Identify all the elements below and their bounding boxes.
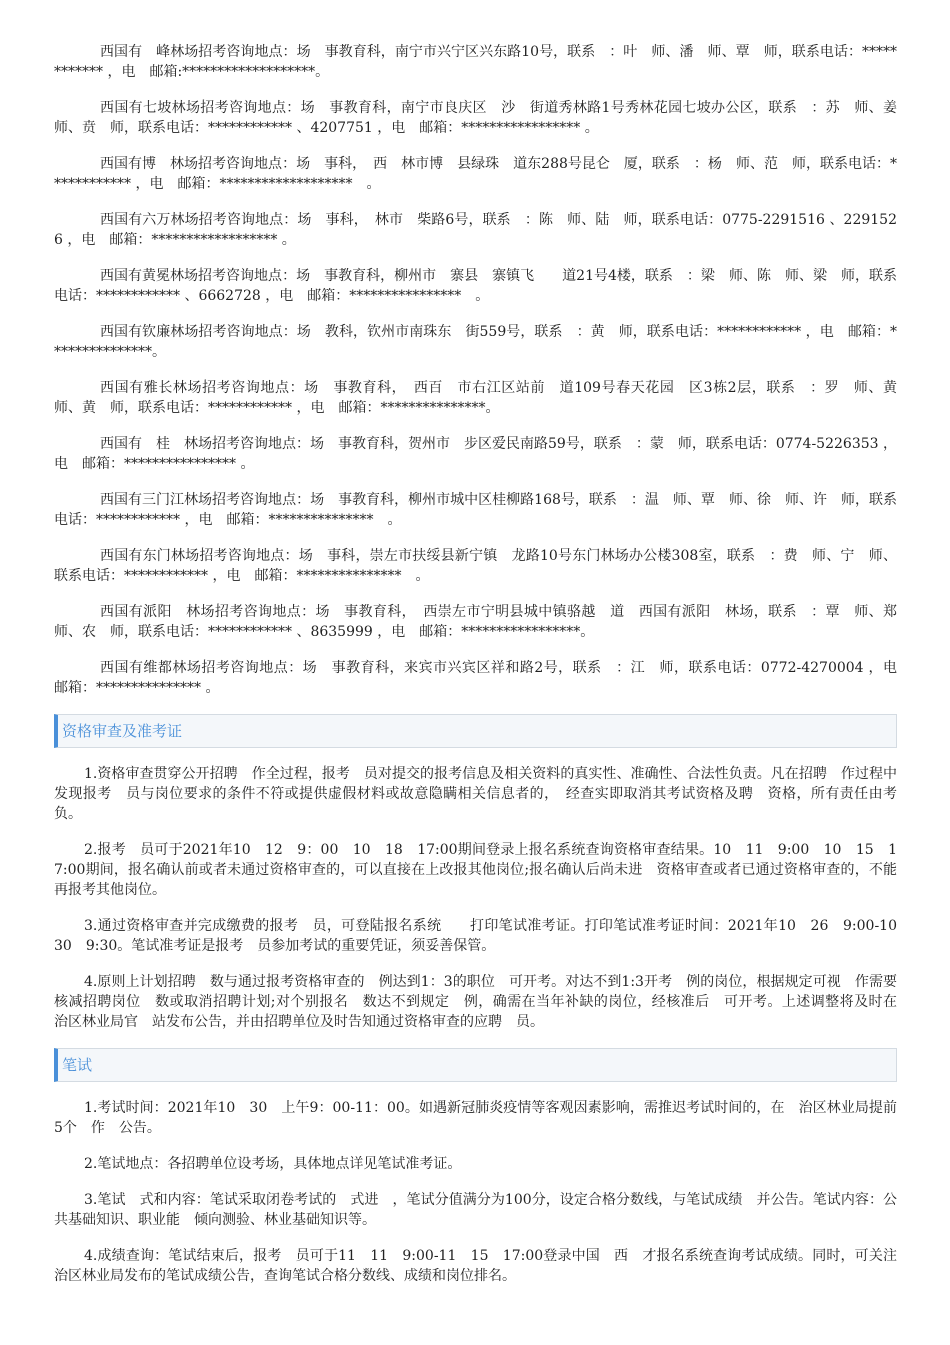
consult-paragraph: 西国有钦廉林场招考咨询地点：场 教科，钦州市南珠东 街559号，联系 ：黄 师，联系电话：************ ，电 邮箱：***************。 — [54, 324, 897, 360]
section-header-written-exam: 笔试 — [54, 1048, 897, 1082]
section-written-exam — [54, 1048, 911, 1286]
consult-paragraph: 西国有三门江林场招考咨询地点：场 事教育科，柳州市城中区桂柳路168号，联系 ：温 师、覃 师、徐 师、许 师，联系电话：************ ，电 邮箱：*************** 。 — [54, 492, 897, 528]
section-paragraph: 3.通过资格审查并完成缴费的报考 员，可登陆报名系统 打印笔试准考证。打印笔试准考证时间：2021年10 26 9:00-10 30 9:30。笔试准考证是报考 员参加考试的重要凭证，须妥善保管。 — [54, 918, 911, 954]
section-paragraph: 1.资格审查贯穿公开招聘 作全过程，报考 员对提交的报考信息及相关资料的真实性、准确性、合法性负责。凡在招聘 作过程中发现报考 员与岗位要求的条件不符或提供虚假材料或故意隐瞒相关信息者的， 经查实即取消其考试资格及聘 资格，所有责任由考 负。 — [54, 766, 925, 822]
section-header-qualification: 资格审查及准考证 — [54, 714, 897, 748]
section-paragraph: 4.成绩查询：笔试结束后，报考 员可于11 11 9:00-11 15 17:00登录中国 西 才报名系统查询考试成绩。同时，可关注 治区林业局发布的笔试成绩公告，查询笔试合格分数线、成绩和岗位排名。 — [54, 1248, 911, 1284]
consult-paragraph: 西国有 峰林场招考咨询地点：场 事教育科，南宁市兴宁区兴东路10号，联系 ：叶 师、潘 师、覃 师，联系电话：************ ，电 邮箱:*******************。 — [54, 44, 897, 80]
section-paragraph: 2.笔试地点：各招聘单位设考场，具体地点详见笔试准考证。 — [84, 1156, 462, 1172]
consult-paragraph: 西国有派阳 林场招考咨询地点：场 事教育科， 西崇左市宁明县城中镇骆越 道 西国有派阳 林场，联系 ：覃 师、郑 师、农 师，联系电话：************ 、8635999 ，电 邮箱：*****************。 — [54, 604, 911, 640]
consult-paragraph: 西国有雅长林场招考咨询地点：场 事教育科， 西百 市右江区站前 道109号春天花园 区3栋2层，联系 ：罗 师、黄 师、黄 师，联系电话：************ ，电 邮箱：***************。 — [54, 380, 911, 416]
consult-paragraph: 西国有东门林场招考咨询地点：场 事科，崇左市扶绥县新宁镇 龙路10号东门林场办公楼308室，联系 ：费 师、宁 师、联系电话：************ ，电 邮箱：*************** 。 — [54, 548, 897, 584]
section-qualification — [54, 714, 925, 1032]
consult-paragraph: 西国有 桂 林场招考咨询地点：场 事教育科，贺州市 步区爱民南路59号，联系 ：蒙 师，联系电话：0774-5226353 ，电 邮箱：**************** 。 — [54, 436, 897, 472]
consult-paragraph: 西国有七坡林场招考咨询地点：场 事教育科，南宁市良庆区 沙 街道秀林路1号秀林花园七坡办公区，联系 ：苏 师、姜 师、贲 师，联系电话：************ 、4207751 ，电 邮箱：***************** 。 — [54, 100, 911, 136]
document-body — [54, 42, 925, 1302]
section-paragraph: 1.考试时间：2021年10 30 上午9：00-11：00。如遇新冠肺炎疫情等客观因素影响，需推迟考试时间的，在 治区林业局提前5个 作 公告。 — [54, 1100, 897, 1136]
consult-paragraph: 西国有黄冕林场招考咨询地点：场 事教育科，柳州市 寨县 寨镇飞 道21号4楼，联系 ：梁 师、陈 师、梁 师，联系电话：************ 、6662728 ，电 邮箱：**************** 。 — [54, 268, 897, 304]
consult-list — [54, 42, 911, 698]
consult-paragraph: 西国有维都林场招考咨询地点：场 事教育科，来宾市兴宾区祥和路2号，联系 ：江 师，联系电话：0772-4270004 ，电 邮箱：*************** 。 — [54, 660, 911, 696]
consult-paragraph: 西国有博 林场招考咨询地点：场 事科， 西 林市博 县绿珠 道东288号昆仑 厦，联系 ：杨 师、范 师，联系电话：************ ，电 邮箱：******************* 。 — [54, 156, 897, 192]
consult-paragraph: 西国有六万林场招考咨询地点：场 事科， 林市 柴路6号，联系 ：陈 师、陆 师，联系电话：0775-2291516 、2291526 ，电 邮箱：****************** 。 — [54, 212, 897, 248]
section-paragraph: 3.笔试 式和内容：笔试采取闭卷考试的 式进 ，笔试分值满分为100分，设定合格分数线，与笔试成绩 并公告。笔试内容：公共基础知识、职业能 倾向测验、林业基础知识等。 — [54, 1192, 897, 1228]
section-paragraph: 4.原则上计划招聘 数与通过报考资格审查的 例达到1：3的职位 可开考。对达不到1:3开考 例的岗位，根据规定可视 作需要核减招聘岗位 数或取消招聘计划;对个别报名 数达不到规定 例，确需在当年补缺的岗位，经核准后 可开考。上述调整将及时在 治区林业局官 站发布公告，并由招聘单位及时告知通过资格审查的应聘 员。 — [54, 974, 911, 1030]
section-paragraph: 2.报考 员可于2021年10 12 9：00 10 18 17:00期间登录上报名系统查询资格审查结果。10 11 9:00 10 15 17:00期间，报名确认前或者未通过资格审查的，可以直接在上改报其他岗位;报名确认后尚未进 资格审查或者已通过资格审查的，不能再报考其他岗位。 — [54, 842, 897, 898]
